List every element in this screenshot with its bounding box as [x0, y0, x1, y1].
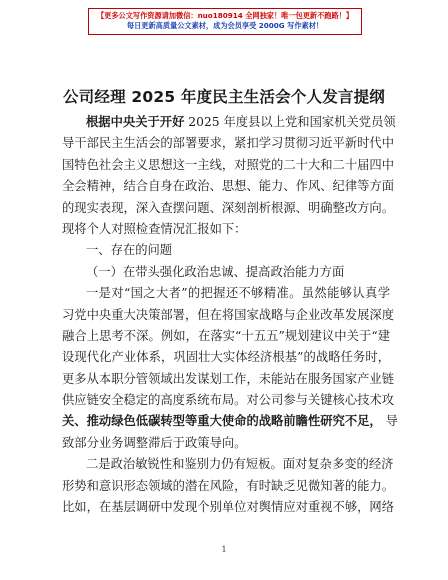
promo-banner-line2: 每日更新高质量公文素材，成为会员享受 2000G 写作素材！ — [126, 21, 324, 30]
intro-line: 现将个人对照检查情况汇报如下： — [62, 221, 247, 236]
document-title: 公司经理 2025 年度民主生活会个人发言提纲 — [62, 88, 386, 106]
paragraph-line: 供应链安全稳定的高度系统布局。对公司参与关键核心技术攻 — [62, 393, 395, 408]
document-body — [62, 112, 398, 518]
intro-line: 的现实表现，深入查摆问题、深刻剖析根源、明确整改方向。 — [62, 200, 395, 215]
paragraph-line: 比如，在基层调研中发现个别单位对舆情应对重视不够，网络 — [62, 500, 395, 515]
paragraph-line: 一是对“国之大者”的把握还不够精准。虽然能够认真学 — [86, 286, 390, 301]
paragraph-line: 更多从本职分管领域出发谋划工作，未能站在服务国家产业链 — [62, 371, 395, 386]
intro-line: 根据中央关于开好 2025 年度县以上党和国家机关党员领 — [86, 115, 396, 129]
promo-banner-line1: 【更多公文写作资源请加微信：nuo180914 全网独家！唯一包更新不跑路！】 — [96, 11, 354, 20]
subsection-heading: （一）在带头强化政治忠诚、提高政治能力方面 — [86, 264, 345, 279]
page-number: 1 — [221, 545, 227, 554]
promo-banner — [88, 8, 362, 35]
emphasis-text: 关、推动绿色低碳转型等重大使命的战略前瞻性研究不足， — [62, 414, 382, 429]
paragraph-line: 设现代化产业体系，巩固壮大实体经济根基”的战略任务时， — [62, 350, 390, 365]
paragraph-text: 导 — [385, 414, 398, 429]
paragraph-line: 致部分业务调整滞后于政策导向。 — [62, 435, 247, 450]
paragraph-line: 习党中央重大决策部署，但在将国家战略与企业改革发展深度 — [62, 307, 395, 322]
section-heading: 一、存在的问题 — [86, 243, 173, 258]
intro-line: 全会精神，结合自身在政治、思想、能力、作风、纪律等方面 — [62, 179, 395, 194]
intro-line: 国特色社会主义思想这一主线，对照党的二十大和二十届四中 — [62, 157, 395, 172]
paragraph-line: 形势和意识形态领域的潜在风险，有时缺乏见微知著的能力。 — [62, 478, 395, 493]
paragraph-line — [62, 411, 398, 432]
intro-line: 导干部民主生活会的部署要求，紧扣学习贯彻习近平新时代中 — [62, 136, 395, 151]
paragraph-line: 融合上思考不深。例如，在落实“十五五”规划建议中关于“建 — [62, 328, 390, 343]
paragraph-line: 二是政治敏锐性和鉴别力仍有短板。面对复杂多变的经济 — [86, 457, 394, 472]
